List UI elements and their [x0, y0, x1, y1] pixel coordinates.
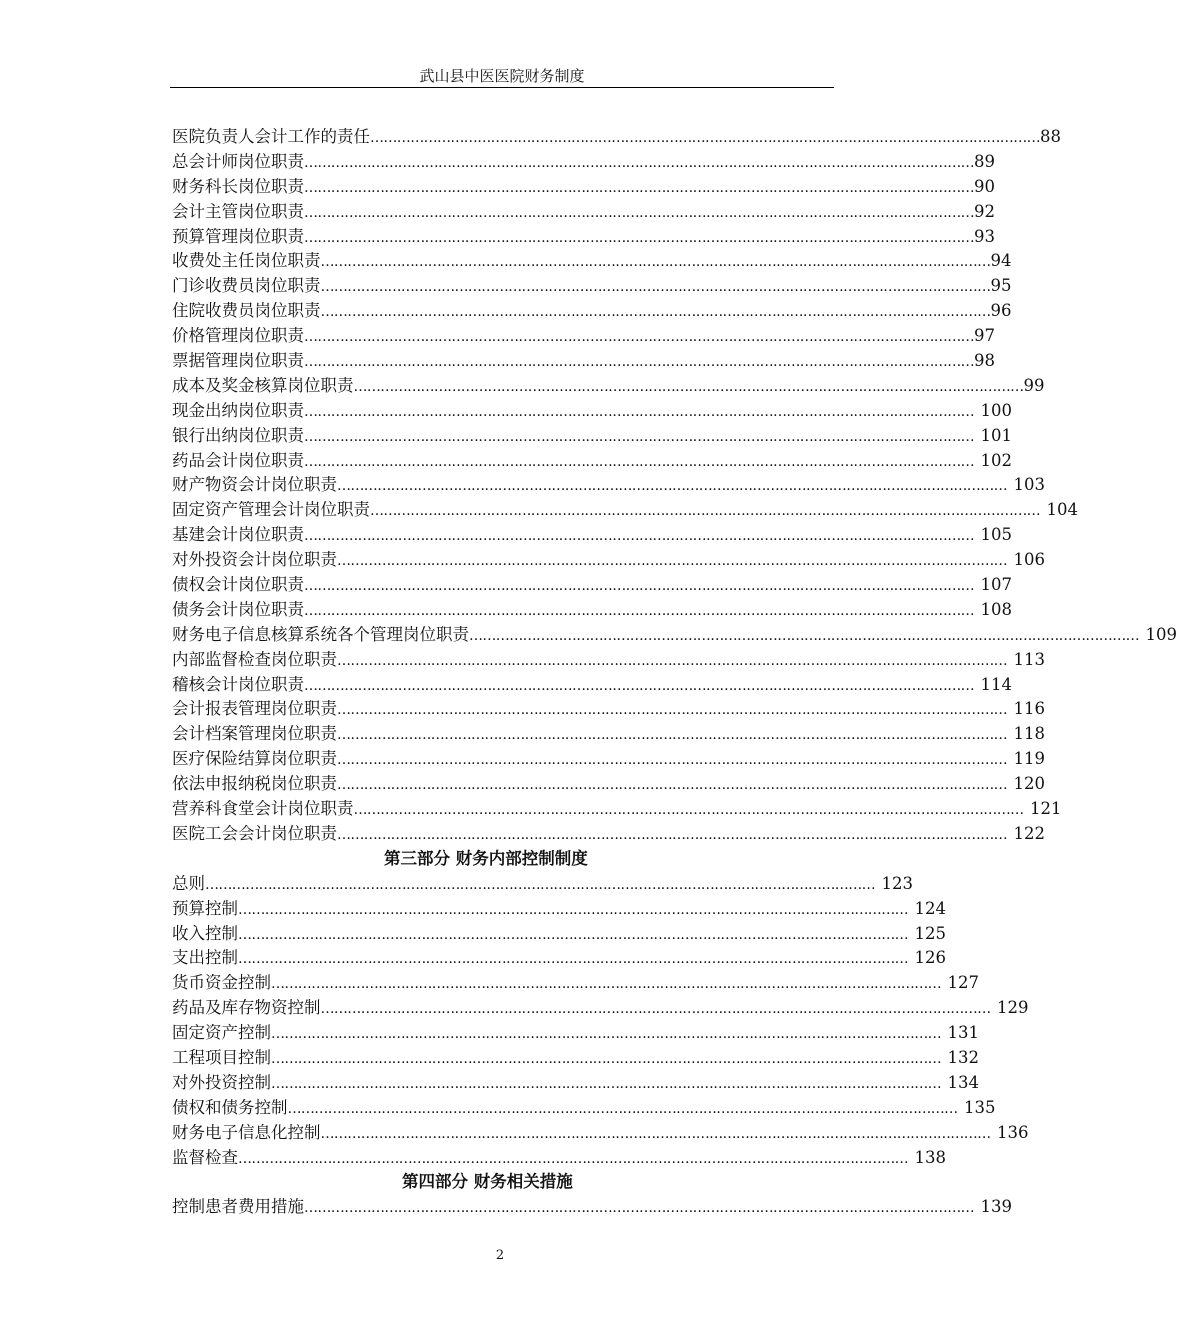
- toc-entry-title: 债务会计岗位职责: [172, 599, 304, 619]
- toc-entry-page: 101: [980, 425, 1013, 445]
- toc-entry-page: 118: [1013, 724, 1046, 744]
- toc-leader-dots: ……………………………………………………………………………………………………………………………………: [320, 254, 991, 271]
- toc-entry-page: 135: [964, 1097, 996, 1117]
- toc-entry-title: 依法申报纳税岗位职责: [172, 774, 337, 794]
- toc-entry-title: 预算控制: [172, 898, 238, 918]
- toc-entry: [172, 548, 1046, 573]
- toc-leader-dots: ……………………………………………………………………………………………………………………………………: [353, 378, 1024, 395]
- toc-entry-title: 营养科食堂会计岗位职责: [172, 799, 354, 819]
- toc-entry-page: 123: [881, 873, 914, 893]
- toc-entry-title: 银行出纳岗位职责: [172, 425, 304, 445]
- toc-entry: [172, 349, 996, 374]
- toc-entry: [172, 971, 980, 996]
- toc-entry: [172, 797, 1062, 822]
- toc-entry: [172, 424, 1013, 449]
- toc-leader-dots: ……………………………………………………………………………………………………………………………………: [337, 702, 1008, 719]
- toc-entry: [172, 324, 996, 349]
- toc-entry-page: 136: [997, 1122, 1029, 1142]
- toc-leader-dots: ……………………………………………………………………………………………………………………………………: [337, 752, 1008, 769]
- toc-entry-page: 126: [914, 948, 947, 968]
- toc-entry-title: 工程项目控制: [172, 1047, 271, 1067]
- toc-entry-page: 127: [947, 973, 980, 993]
- toc-entry-page: 114: [980, 674, 1013, 694]
- toc-leader-dots: ……………………………………………………………………………………………………………………………………: [238, 901, 909, 918]
- toc-leader-dots: ……………………………………………………………………………………………………………………………………: [337, 777, 1008, 794]
- toc-leader-dots: ……………………………………………………………………………………………………………………………………: [271, 1026, 942, 1043]
- toc-entry-title: 收费处主任岗位职责: [172, 251, 321, 271]
- toc-entry: [172, 473, 1046, 498]
- toc-leader-dots: ……………………………………………………………………………………………………………………………………: [304, 677, 975, 694]
- toc-leader-dots: ……………………………………………………………………………………………………………………………………: [320, 1001, 991, 1018]
- toc-leader-dots: ……………………………………………………………………………………………………………………………………: [304, 354, 975, 371]
- toc-entry: [172, 996, 1029, 1021]
- toc-leader-dots: ……………………………………………………………………………………………………………………………………: [304, 453, 975, 470]
- toc-leader-dots: ……………………………………………………………………………………………………………………………………: [304, 428, 975, 445]
- toc-leader-dots: ……………………………………………………………………………………………………………………………………: [238, 951, 909, 968]
- toc-entry: [172, 648, 1046, 673]
- toc-entry: [172, 573, 1013, 598]
- toc-entry-title: 对外投资会计岗位职责: [172, 550, 337, 570]
- toc-entry-page: 106: [1013, 550, 1046, 570]
- toc-entry-title: 对外投资控制: [172, 1072, 271, 1092]
- toc-entry: [172, 1195, 1013, 1220]
- toc-entry-title: 稽核会计岗位职责: [172, 674, 304, 694]
- toc-entry-title: 收入控制: [172, 923, 238, 943]
- toc-entry-title: 财务电子信息化控制: [172, 1122, 321, 1142]
- toc-entry-page: 107: [980, 575, 1013, 595]
- toc-entry: [172, 722, 1046, 747]
- toc-entry: [172, 175, 996, 200]
- toc-leader-dots: ……………………………………………………………………………………………………………………………………: [238, 1150, 909, 1167]
- toc-leader-dots: ……………………………………………………………………………………………………………………………………: [287, 1100, 958, 1117]
- toc-leader-dots: ……………………………………………………………………………………………………………………………………: [238, 926, 909, 943]
- toc-part3-list: [172, 872, 1029, 1171]
- toc-entry: [172, 747, 1046, 772]
- toc-entry-title: 财务电子信息核算系统各个管理岗位职责: [172, 624, 469, 644]
- toc-entry-page: 132: [947, 1047, 980, 1067]
- toc-entry-page: 94: [990, 251, 1012, 271]
- toc-entry-title: 固定资产控制: [172, 1023, 271, 1043]
- toc-entry-page: 109: [1145, 624, 1177, 644]
- toc-entry-title: 预算管理岗位职责: [172, 226, 304, 246]
- toc-entry-page: 102: [980, 450, 1013, 470]
- toc-entry-title: 会计档案管理岗位职责: [172, 724, 337, 744]
- toc-leader-dots: ……………………………………………………………………………………………………………………………………: [271, 1050, 942, 1067]
- toc-entry-title: 医院负责人会计工作的责任: [172, 127, 370, 146]
- toc-leader-dots: ……………………………………………………………………………………………………………………………………: [304, 1200, 975, 1217]
- toc-entry-page: 89: [974, 151, 996, 171]
- toc-entry-page: 124: [914, 898, 947, 918]
- toc-leader-dots: ……………………………………………………………………………………………………………………………………: [353, 802, 1024, 819]
- header-rule: [170, 87, 834, 88]
- toc-entry-page: 104: [1046, 500, 1079, 520]
- toc-entry-title: 医疗保险结算岗位职责: [172, 749, 337, 769]
- toc-entry: [172, 673, 1013, 698]
- toc-entry-title: 住院收费员岗位职责: [172, 301, 321, 321]
- toc-leader-dots: ……………………………………………………………………………………………………………………………………: [469, 627, 1140, 644]
- toc-entry: [172, 498, 1079, 523]
- toc-leader-dots: ……………………………………………………………………………………………………………………………………: [304, 154, 975, 171]
- toc-entry: [172, 249, 1012, 274]
- toc-leader-dots: ……………………………………………………………………………………………………………………………………: [304, 403, 975, 420]
- toc-entry-title: 现金出纳岗位职责: [172, 400, 304, 420]
- toc-leader-dots: ……………………………………………………………………………………………………………………………………: [304, 329, 975, 346]
- toc-entry-title: 基建会计岗位职责: [172, 525, 304, 545]
- toc-entry-title: 监督检查: [172, 1147, 238, 1167]
- toc-entry: [172, 523, 1013, 548]
- toc-entry-title: 医院工会会计岗位职责: [172, 823, 337, 843]
- toc-entry-page: 103: [1013, 475, 1046, 495]
- toc-entry-title: 财产物资会计岗位职责: [172, 475, 337, 495]
- toc-entry-page: 99: [1023, 375, 1045, 395]
- toc-entry: [172, 399, 1013, 424]
- toc-leader-dots: ……………………………………………………………………………………………………………………………………: [304, 204, 975, 221]
- toc-entry: [172, 922, 947, 947]
- toc-leader-dots: ……………………………………………………………………………………………………………………………………: [320, 304, 991, 321]
- toc-entry: [172, 872, 914, 897]
- toc-entry-title: 会计主管岗位职责: [172, 201, 304, 221]
- toc-entry: [172, 274, 1012, 299]
- toc-entry: [172, 1046, 980, 1071]
- toc-leader-dots: ……………………………………………………………………………………………………………………………………: [271, 1075, 942, 1092]
- toc-entry-page: 139: [980, 1197, 1013, 1217]
- toc-entry-page: 95: [990, 276, 1012, 296]
- toc-entry-page: 121: [1030, 799, 1062, 819]
- toc-entry: [172, 623, 1177, 648]
- toc-entry: [172, 1121, 1029, 1146]
- toc-entry-page: 92: [974, 201, 996, 221]
- toc-leader-dots: ……………………………………………………………………………………………………………………………………: [205, 876, 876, 893]
- toc-entry-title: 价格管理岗位职责: [172, 326, 304, 346]
- toc-entry-page: 113: [1013, 649, 1046, 669]
- toc-leader-dots: ……………………………………………………………………………………………………………………………………: [304, 229, 975, 246]
- toc-entry: [172, 772, 1046, 797]
- toc-entry-title: 支出控制: [172, 948, 238, 968]
- toc-leader-dots: ……………………………………………………………………………………………………………………………………: [370, 130, 1041, 146]
- toc-entry: [172, 598, 1013, 623]
- toc-entry: [172, 374, 1045, 399]
- toc-entry-page: 120: [1013, 774, 1046, 794]
- toc-entry-title: 财务科长岗位职责: [172, 176, 304, 196]
- toc-entry-title: 票据管理岗位职责: [172, 351, 304, 371]
- toc-entry: [172, 150, 996, 175]
- toc-entry: [172, 125, 1062, 150]
- toc-entry-page: 134: [947, 1072, 980, 1092]
- toc-entry-title: 药品会计岗位职责: [172, 450, 304, 470]
- toc-entry-title: 固定资产管理会计岗位职责: [172, 500, 370, 520]
- toc-entry-title: 药品及库存物资控制: [172, 998, 321, 1018]
- toc-entry-title: 总则: [172, 873, 205, 893]
- toc-entry-title: 控制患者费用措施: [172, 1197, 304, 1217]
- part4-heading: 第四部分 财务相关措施: [402, 1172, 573, 1192]
- toc-entry-page: 131: [947, 1023, 980, 1043]
- part3-heading: 第三部分 财务内部控制制度: [384, 848, 588, 868]
- toc-part4-list: [172, 1195, 1013, 1220]
- toc-entry-title: 货币资金控制: [172, 973, 271, 993]
- toc-entry-page: 119: [1013, 749, 1046, 769]
- toc-entry-page: 108: [980, 599, 1013, 619]
- toc-entry: [172, 946, 947, 971]
- toc-leader-dots: ……………………………………………………………………………………………………………………………………: [320, 1125, 991, 1142]
- toc-leader-dots: ……………………………………………………………………………………………………………………………………: [337, 652, 1008, 669]
- toc-entry-page: 90: [974, 176, 996, 196]
- toc-entry-page: 96: [990, 301, 1012, 321]
- toc-entry-title: 债权会计岗位职责: [172, 575, 304, 595]
- toc-entry: [172, 299, 1012, 324]
- toc-entry-page: 129: [997, 998, 1029, 1018]
- toc-entry-title: 总会计师岗位职责: [172, 151, 304, 171]
- toc-leader-dots: ……………………………………………………………………………………………………………………………………: [337, 727, 1008, 744]
- toc-leader-dots: ……………………………………………………………………………………………………………………………………: [337, 826, 1008, 843]
- toc-entry: [172, 225, 996, 250]
- toc-leader-dots: ……………………………………………………………………………………………………………………………………: [304, 602, 975, 619]
- toc-entry: [172, 897, 947, 922]
- toc-entry-title: 债权和债务控制: [172, 1097, 288, 1117]
- toc-entry: [172, 697, 1046, 722]
- toc-entry-page: 100: [980, 400, 1013, 420]
- toc-entry-page: 105: [980, 525, 1013, 545]
- page-number: 2: [495, 1248, 505, 1263]
- toc-entry-title: 门诊收费员岗位职责: [172, 276, 321, 296]
- toc-entry-page: 125: [914, 923, 947, 943]
- toc-leader-dots: ……………………………………………………………………………………………………………………………………: [370, 503, 1041, 520]
- toc-entry-page: 97: [974, 326, 996, 346]
- running-header-title: 武山县中医医院财务制度: [419, 67, 585, 85]
- toc-entry-title: 会计报表管理岗位职责: [172, 699, 337, 719]
- toc-entry: [172, 449, 1013, 474]
- toc-entry: [172, 1021, 980, 1046]
- toc-entry-page: 98: [974, 351, 996, 371]
- table-of-contents: [172, 125, 1177, 1220]
- toc-leader-dots: ……………………………………………………………………………………………………………………………………: [304, 179, 975, 196]
- toc-entry-title: 内部监督检查岗位职责: [172, 649, 337, 669]
- toc-entry: [172, 1146, 947, 1171]
- toc-entry-page: 93: [974, 226, 996, 246]
- toc-entry-page: 122: [1013, 823, 1046, 843]
- toc-entry: [172, 1071, 980, 1096]
- toc-entry: [172, 1096, 996, 1121]
- toc-leader-dots: ……………………………………………………………………………………………………………………………………: [320, 279, 991, 296]
- toc-entry-page: 88: [1040, 127, 1062, 146]
- toc-part2-list: [172, 125, 1177, 847]
- toc-entry: [172, 822, 1046, 847]
- toc-entry-page: 138: [914, 1147, 947, 1167]
- toc-entry: [172, 200, 996, 225]
- toc-leader-dots: ……………………………………………………………………………………………………………………………………: [337, 478, 1008, 495]
- toc-leader-dots: ……………………………………………………………………………………………………………………………………: [337, 553, 1008, 570]
- toc-entry-page: 116: [1013, 699, 1046, 719]
- toc-leader-dots: ……………………………………………………………………………………………………………………………………: [304, 578, 975, 595]
- toc-leader-dots: ……………………………………………………………………………………………………………………………………: [271, 976, 942, 993]
- toc-entry-title: 成本及奖金核算岗位职责: [172, 375, 354, 395]
- toc-leader-dots: ……………………………………………………………………………………………………………………………………: [304, 528, 975, 545]
